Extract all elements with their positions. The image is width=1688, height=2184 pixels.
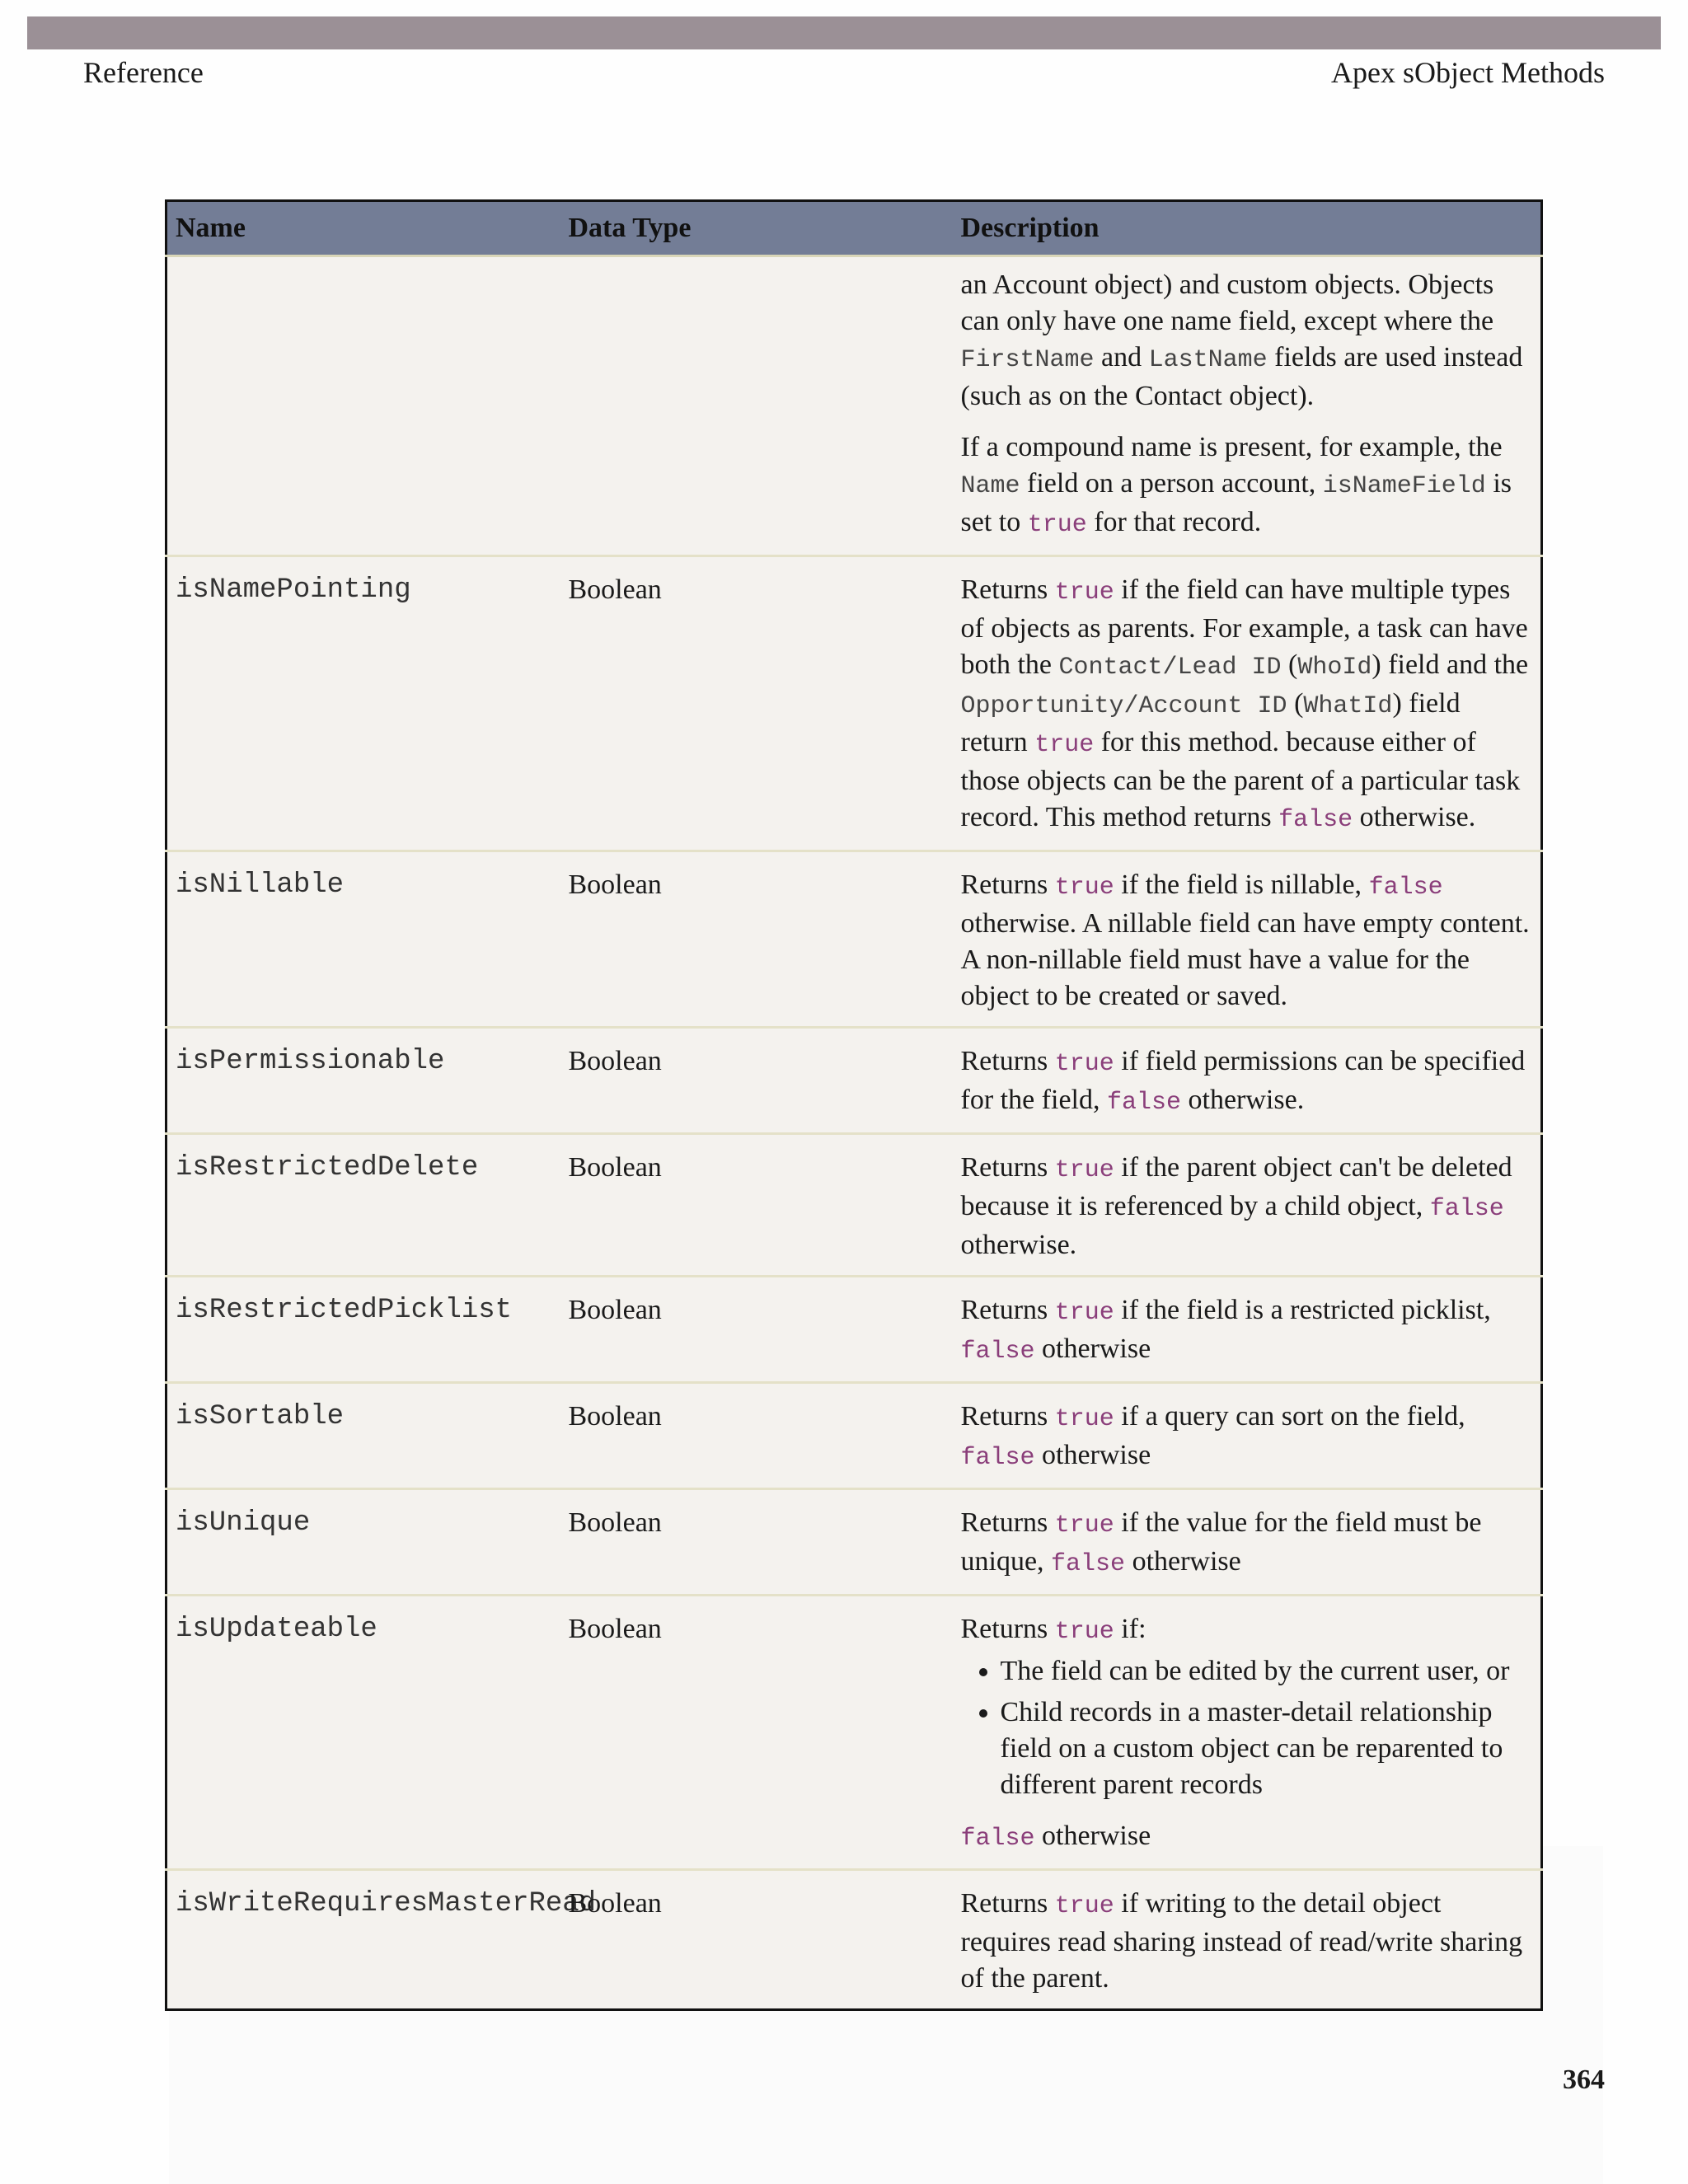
text: if the field can have multiple types of objects as parents. For example, a task can have both the	[960, 574, 1528, 680]
text: otherwise.	[1181, 1085, 1305, 1115]
table-row	[166, 1596, 1542, 1870]
data-type: Boolean	[560, 851, 953, 1028]
description-paragraph	[961, 1150, 1533, 1263]
method-name: isRestrictedPicklist	[166, 1277, 560, 1383]
text: Returns	[960, 1295, 1055, 1325]
data-type: Boolean	[560, 556, 953, 851]
description-cell	[953, 1870, 1542, 2010]
text: otherwise.	[960, 1230, 1077, 1260]
table-row	[166, 1134, 1542, 1277]
keyword-text: false	[1107, 1089, 1182, 1117]
keyword-text: false	[1051, 1550, 1126, 1578]
data-type: Boolean	[560, 1277, 953, 1383]
keyword-text: true	[1054, 1618, 1114, 1646]
running-header-section: Reference	[83, 56, 204, 89]
text: Returns	[960, 1152, 1055, 1183]
description-cell	[953, 1383, 1542, 1489]
keyword-text: true	[1054, 1405, 1114, 1433]
table-row	[166, 1870, 1542, 2010]
description-paragraph	[961, 267, 1533, 415]
keyword-text: true	[1027, 511, 1087, 539]
text: Returns	[960, 1614, 1055, 1644]
text: fields are used instead (such as on the Contact object).	[960, 342, 1523, 411]
method-name: isSortable	[166, 1383, 560, 1489]
keyword-text: false	[1278, 806, 1353, 834]
text: if the field is a restricted picklist,	[1114, 1295, 1491, 1325]
table-row	[166, 556, 1542, 851]
text: Returns	[960, 574, 1055, 605]
code-text: isNameField	[1322, 472, 1486, 500]
keyword-text: true	[1034, 731, 1095, 759]
description-cell	[953, 1134, 1542, 1277]
text: ) field return	[960, 688, 1461, 757]
table-header-row	[166, 201, 1542, 256]
data-type: Boolean	[560, 1028, 953, 1134]
description-paragraph	[961, 1611, 1533, 1650]
data-type: Boolean	[560, 1596, 953, 1870]
data-type: Boolean	[560, 1134, 953, 1277]
text: otherwise	[1125, 1546, 1241, 1577]
code-text: FirstName	[960, 346, 1095, 374]
bullet-list	[961, 1653, 1533, 1803]
method-name: isNillable	[166, 851, 560, 1028]
text: field on a person account,	[1020, 468, 1323, 499]
text: (	[1287, 688, 1304, 719]
description-paragraph	[961, 429, 1533, 543]
table-row-continuation	[166, 256, 1542, 556]
keyword-text: false	[1429, 1195, 1504, 1223]
text: for that record.	[1086, 507, 1262, 537]
method-name: isWriteRequiresMasterRead	[166, 1870, 560, 2010]
text: if:	[1114, 1614, 1146, 1644]
page-number: 364	[1563, 2064, 1605, 2095]
keyword-text: true	[1054, 1299, 1114, 1327]
description-cell	[953, 1596, 1542, 1870]
keyword-text: false	[960, 1444, 1035, 1472]
code-text: Opportunity/Account ID	[960, 692, 1287, 720]
type-cell	[560, 256, 953, 556]
table-row	[166, 1028, 1542, 1134]
text: Returns	[960, 869, 1055, 900]
text: otherwise. A nillable field can have empty content. A non-nillable field must have a value for the object to be created or saved.	[960, 908, 1530, 1011]
description-cell	[953, 256, 1542, 556]
description-cell	[953, 556, 1542, 851]
name-cell	[166, 256, 560, 556]
description-paragraph	[961, 1043, 1533, 1121]
text: for this method. because either of those objects can be the parent of a particular task record. This method returns	[960, 727, 1521, 832]
code-text: LastName	[1148, 346, 1268, 374]
description-cell	[953, 1028, 1542, 1134]
method-name: isUnique	[166, 1489, 560, 1596]
description-cell	[953, 1277, 1542, 1383]
code-text: WhoId	[1297, 654, 1372, 682]
keyword-text: true	[1054, 579, 1114, 607]
keyword-text: false	[1368, 874, 1443, 902]
description-paragraph	[961, 1818, 1533, 1857]
text: if the value for the field must be unique,	[960, 1507, 1482, 1577]
description-paragraph	[961, 867, 1533, 1015]
keyword-text: true	[1054, 1050, 1114, 1078]
text: otherwise.	[1353, 802, 1476, 832]
text: if the parent object can't be deleted because it is referenced by a child object,	[960, 1152, 1512, 1221]
method-name: isPermissionable	[166, 1028, 560, 1134]
code-text: Name	[960, 472, 1020, 500]
text: ) field and the	[1372, 649, 1529, 680]
text: Returns	[960, 1401, 1055, 1432]
table-row	[166, 1383, 1542, 1489]
bullet-item: • Child records in a master-detail relationship field on a custom object can be reparented to different parent records	[1001, 1694, 1533, 1803]
description-paragraph	[961, 1505, 1533, 1582]
text: if a query can sort on the field,	[1114, 1401, 1465, 1432]
text: and	[1094, 342, 1149, 373]
bullet-item: • The field can be edited by the current user, or	[1001, 1653, 1533, 1690]
table-row	[166, 851, 1542, 1028]
keyword-text: true	[1054, 874, 1114, 902]
text: If a compound name is present, for example, the	[960, 432, 1503, 462]
data-type: Boolean	[560, 1383, 953, 1489]
code-text: WhatId	[1303, 692, 1393, 720]
data-type: Boolean	[560, 1870, 953, 2010]
text: Returns	[960, 1507, 1055, 1538]
reference-table	[165, 199, 1543, 2011]
top-decorative-bar	[27, 16, 1661, 49]
text: if the field is nillable,	[1114, 869, 1369, 900]
data-type: Boolean	[560, 1489, 953, 1596]
text: is set to	[960, 468, 1512, 537]
method-name: isNamePointing	[166, 556, 560, 851]
keyword-text: true	[1054, 1156, 1114, 1184]
text: otherwise	[1034, 1440, 1151, 1470]
text: if writing to the detail object requires read sharing instead of read/write sharing of the parent.	[960, 1888, 1523, 1994]
description-cell	[953, 1489, 1542, 1596]
keyword-text: true	[1054, 1511, 1114, 1540]
table-row	[166, 1277, 1542, 1383]
text: Returns	[960, 1888, 1055, 1919]
description-paragraph	[961, 1399, 1533, 1476]
text: an Account object) and custom objects. Objects can only have one name field, except where the	[960, 269, 1494, 336]
code-text: Contact/Lead ID	[1058, 654, 1282, 682]
description-paragraph	[961, 1292, 1533, 1370]
description-paragraph	[961, 1886, 1533, 1997]
description-paragraph	[961, 572, 1533, 838]
method-name: isRestrictedDelete	[166, 1134, 560, 1277]
keyword-text: false	[960, 1338, 1035, 1366]
description-cell	[953, 851, 1542, 1028]
keyword-text: true	[1054, 1892, 1114, 1920]
keyword-text: false	[960, 1825, 1035, 1853]
text: if field permissions can be specified for the field,	[960, 1046, 1526, 1115]
table-row	[166, 1489, 1542, 1596]
running-header-title: Apex sObject Methods	[1331, 56, 1605, 89]
text: otherwise	[1034, 1821, 1151, 1851]
text: (	[1281, 649, 1298, 680]
column-header-description: Description	[953, 201, 1542, 256]
method-name: isUpdateable	[166, 1596, 560, 1870]
column-header-name: Name	[166, 201, 560, 256]
text: otherwise	[1034, 1333, 1151, 1364]
column-header-data-type: Data Type	[560, 201, 953, 256]
text: Returns	[960, 1046, 1055, 1076]
